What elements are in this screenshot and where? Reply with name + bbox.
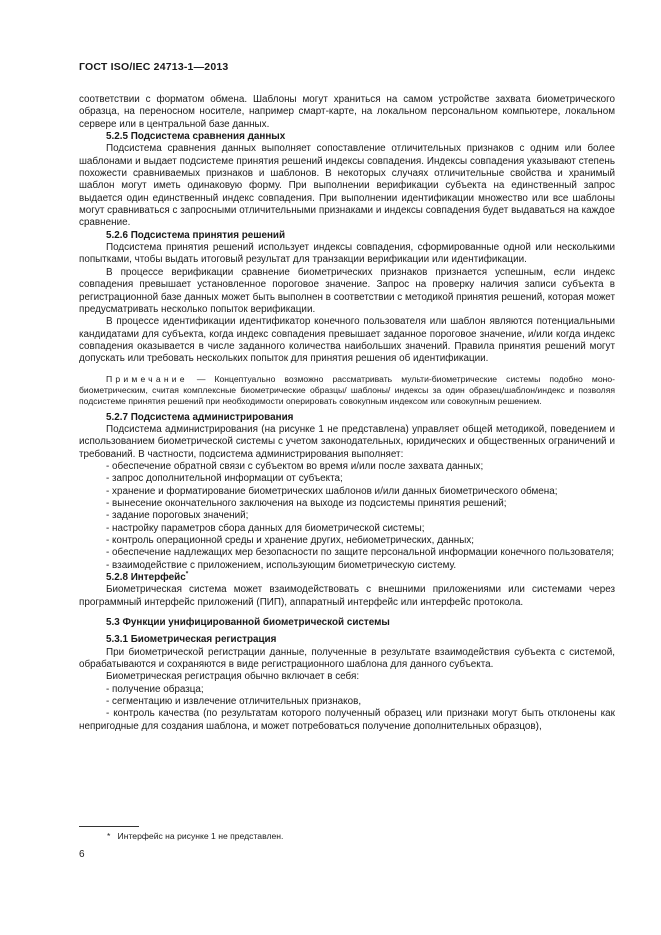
heading-5-2-8 xyxy=(79,572,615,584)
paragraph-5-3-1-2: Биометрическая регистрация обычно включает в себя: xyxy=(106,671,360,683)
note xyxy=(79,374,615,407)
list-item: - сегментацию и извлечение отличительных признаков, xyxy=(106,696,362,708)
list-item: - хранение и форматирование биометрических шаблонов и/или данных биометрического обмена; xyxy=(106,485,558,497)
list-5-3-1 xyxy=(79,684,615,733)
heading-5-3-1: 5.3.1 Биометрическая регистрация xyxy=(106,634,277,646)
footnote-divider xyxy=(79,826,139,827)
paragraph-5-2-6-1: Подсистема принятия решений использует индексы совпадения, сформированные одной или несколькими попытками, чтобы выдать итоговый результат для транзакции верификации или идентификации. xyxy=(79,242,615,266)
list-item: - взаимодействие с приложением, использующим биометрическую систему. xyxy=(106,559,457,571)
list-item: - обеспечение надлежащих мер безопасности по защите персональной информации конечного пользователя; xyxy=(106,547,614,559)
footnote-text: Интерфейс на рисунке 1 не представлен. xyxy=(117,831,284,841)
list-item: - задание пороговых значений; xyxy=(106,510,249,522)
list-item: - получение образца; xyxy=(106,683,204,695)
list-item: - обеспечение обратной связи с субъектом во время и/или после захвата данных; xyxy=(106,460,484,472)
footnote-mark: * xyxy=(107,831,111,841)
list-5-2-7 xyxy=(79,461,615,572)
paragraph-5-2-8: Биометрическая система может взаимодействовать с внешними приложениями или системами через программный интерфейс приложений (ПИП), аппаратный интерфейс или интерфейс протокола. xyxy=(79,584,615,608)
paragraph-5-2-5: Подсистема сравнения данных выполняет сопоставление отличительных признаков с одним или более шаблонами и выдает подсистеме принятия решений индексы совпадения. Индексы совпадения указывают степень похожести сравниваемых признаков и шаблонов. В некоторых случаях отличительные свойства и хранимый шаблон могут иметь одинаковую форму. При выполнении верификации субъекта на единственный запрос выдается один единственный индекс совпадения. При выполнении идентификации множество или все шаблоны могут сравниваться с запросными отличительными признаками и индексы совпадения будет выдаваться на каждое сравнение. xyxy=(79,143,615,229)
note-text: — Концептуально возможно рассматривать мульти-биометрические системы подобно моно-биометрическим, считая комплексные биометрические образцы/ шаблоны/ индексы за один образец/шаблон/индекс и позволяя подсистеме принятия решений при необходимости оперировать совокупным индексом или совокупным решением. xyxy=(79,373,615,406)
heading-5-2-7: 5.2.7 Подсистема администрирования xyxy=(106,411,294,423)
heading-5-3: 5.3 Функции унифицированной биометрической системы xyxy=(106,617,390,629)
page-number: 6 xyxy=(79,849,85,860)
footnote-ref: * xyxy=(185,570,189,578)
heading-5-2-5: 5.2.5 Подсистема сравнения данных xyxy=(106,131,286,143)
page-header-title: ГОСТ ISO/IEC 24713-1—2013 xyxy=(79,61,229,73)
list-item: - настройку параметров сбора данных для биометрической системы; xyxy=(106,522,425,534)
paragraph-5-2-6-3: В процессе идентификации идентификатор конечного пользователя или шаблон являются потенциальными кандидатами для субъекта, когда индекс совпадения превышает заданное пороговое значение, и/или когда индекс совпадения оказывается в числе заданного количества наибольших значений. Правила принятия решений могут допускать или требовать нескольких попыток для принятия решения об идентификации. xyxy=(79,316,615,365)
heading-5-2-8-text: 5.2.8 Интерфейс xyxy=(106,572,186,584)
heading-5-2-6: 5.2.6 Подсистема принятия решений xyxy=(106,229,286,241)
paragraph-5-3-1-1: При биометрической регистрации данные, полученные в результате взаимодействия субъекта с системой, обрабатываются и сохраняются в виде регистрационного шаблона для данного субъекта. xyxy=(79,646,615,671)
list-item: - запрос дополнительной информации от субъекта; xyxy=(106,473,343,485)
note-label: Примечание xyxy=(106,373,188,384)
paragraph-5-2-6-2: В процессе верификации сравнение биометрических признаков признается успешным, если индекс совпадения превышает установленное пороговое значение. Запрос на проверку наличия записи субъекта в регистрационной базе данных может быть выполнен в соответствии с методикой принятия решений, которая может предусматривать несколько попыток верификации. xyxy=(79,266,615,315)
list-item: - контроль качества (по результатам которого полученный образец или признаки могут быть отклонены как непригодные для создания шаблона, и может потребоваться получение дополнительных образцов), xyxy=(79,708,615,732)
footnote xyxy=(107,831,283,841)
list-item: - вынесение окончательного заключения на выходе из подсистемы принятия решений; xyxy=(106,497,507,509)
paragraph-intro: соответствии с форматом обмена. Шаблоны могут храниться на самом устройстве захвата биометрического образца, на переносном носителе, например смарт-карте, на локальном персональном компьютере, локальном сервере или в центральной базе данных. xyxy=(79,94,615,130)
paragraph-5-2-7: Подсистема администрирования (на рисунке 1 не представлена) управляет общей методикой, поведением и использованием биометрической системы с учетом законодательных, юридических и общественных ограничений и требований. В частности, подсистема администрирования выполняет: xyxy=(79,423,615,460)
page-content xyxy=(79,94,615,733)
list-item: - контроль операционной среды и хранение других, небиометрических, данных; xyxy=(106,535,475,546)
